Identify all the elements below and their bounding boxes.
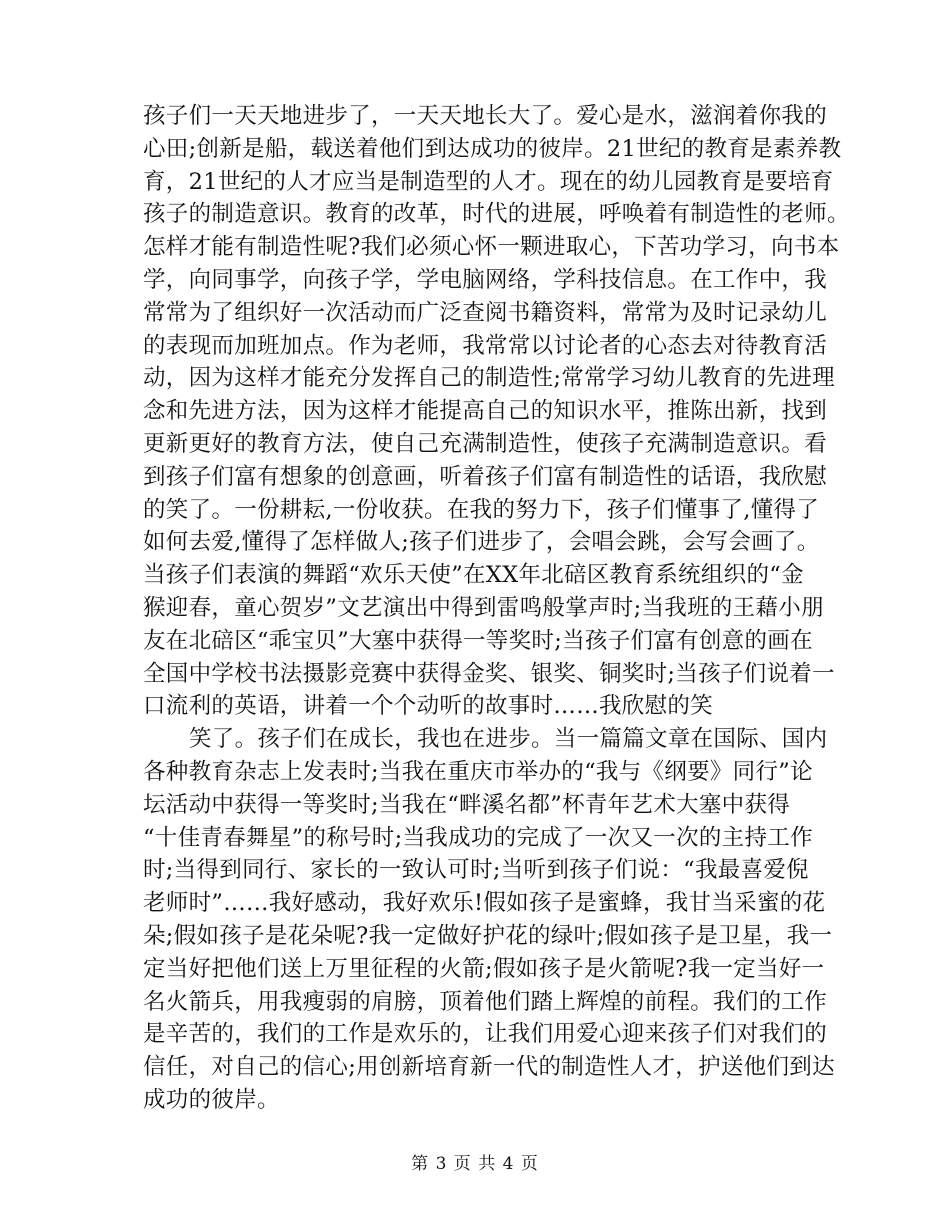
text-line: 常常为了组织好一次活动而广泛查阅书籍资料，常常为及时记录幼儿 <box>143 299 828 326</box>
text-line: 动，因为这样才能充分发挥自己的制造性;常常学习幼儿教育的先进理 <box>143 365 835 392</box>
text-line: 口流利的英语，讲着一个个动听的故事时……我欣慰的笑 <box>143 693 714 720</box>
text-line: 到孩子们富有想象的创意画，听着孩子们富有制造性的话语，我欣慰 <box>143 463 828 490</box>
text-line: 友在北碚区“乖宝贝”大塞中获得一等奖时;当孩子们富有创意的画在 <box>143 627 813 654</box>
text-line: 学，向同事学，向孩子学，学电脑网络，学科技信息。在工作中，我 <box>143 266 828 293</box>
page-number-footer: 第 3 页 共 4 页 <box>411 1154 539 1174</box>
text-line: 当孩子们表演的舞蹈“欢乐天使”在XX年北碚区教育系统组织的“金 <box>143 562 804 589</box>
text-line: 念和先进方法，因为这样才能提高自己的知识水平，推陈出新，找到 <box>143 398 828 425</box>
text-line: 的笑了。一份耕耘,一份收获。在我的努力下，孩子们懂事了,懂得了 <box>143 496 820 523</box>
text-line: 是辛苦的，我们的工作是欢乐的，让我们用爱心迎来孩子们对我们的 <box>143 1021 828 1048</box>
text-line: 朵;假如孩子是花朵呢?我一定做好护花的绿叶;假如孩子是卫星，我一 <box>143 922 833 949</box>
text-line: “十佳青春舞星”的称号时;当我成功的完成了一次又一次的主持工作 <box>143 824 813 851</box>
text-line: 育，21世纪的人才应当是制造型的人才。现在的幼儿园教育是要培育 <box>143 168 834 195</box>
body-text <box>143 100 850 1117</box>
text-line: 猴迎春，童心贺岁”文艺演出中得到雷鸣般掌声时;当我班的王藉小朋 <box>143 594 824 621</box>
text-line: 定当好把他们送上万里征程的火箭;假如孩子是火箭呢?我一定当好一 <box>143 955 825 982</box>
text-line: 怎样才能有制造性呢?我们必须心怀一颗进取心，下苦功学习，向书本 <box>143 234 840 261</box>
text-line: 名火箭兵，用我瘦弱的肩膀，顶着他们踏上辉煌的前程。我们的工作 <box>143 988 828 1015</box>
text-line: 的表现而加班加点。作为老师，我常常以讨论者的心态去对待教育活 <box>143 332 828 359</box>
text-line: 更新更好的教育方法，使自己充满制造性，使孩子充满制造意识。看 <box>143 430 828 457</box>
text-line: 各种教育杂志上发表时;当我在重庆市举办的“我与《纲要》同行”论 <box>143 758 813 785</box>
text-line: 时;当得到同行、家长的一致认可时;当听到孩子们说：“我最喜爱倪 <box>143 857 809 884</box>
text-line: 孩子们一天天地进步了，一天天地长大了。爱心是水，滋润着你我的 <box>143 103 828 129</box>
text-line: 坛活动中获得一等奖时;当我在“畔溪名都”杯青年艺术大塞中获得 <box>143 791 791 818</box>
text-line: 全国中学校书法摄影竞赛中获得金奖、银奖、铜奖时;当孩子们说着一 <box>143 660 835 687</box>
text-line: 信任，对自己的信心;用创新培育新一代的制造性人才，护送他们到达 <box>143 1054 835 1081</box>
text-line: 老师时”……我好感动，我好欢乐!假如孩子是蜜蜂，我甘当采蜜的花 <box>143 890 826 917</box>
paragraph-start-line: 笑了。孩子们在成长，我也在进步。当一篇篇文章在国际、国内 <box>189 726 828 753</box>
text-line: 心田;创新是船，载送着他们到达成功的彼岸。21世纪的教育是素养教 <box>143 135 842 162</box>
text-line: 孩子的制造意识。教育的改革，时代的进展，呼唤着有制造性的老师。 <box>143 201 850 228</box>
text-line: 成功的彼岸。 <box>143 1086 280 1113</box>
text-line: 如何去爱,懂得了怎样做人;孩子们进步了，会唱会跳，会写会画了。 <box>143 529 820 556</box>
